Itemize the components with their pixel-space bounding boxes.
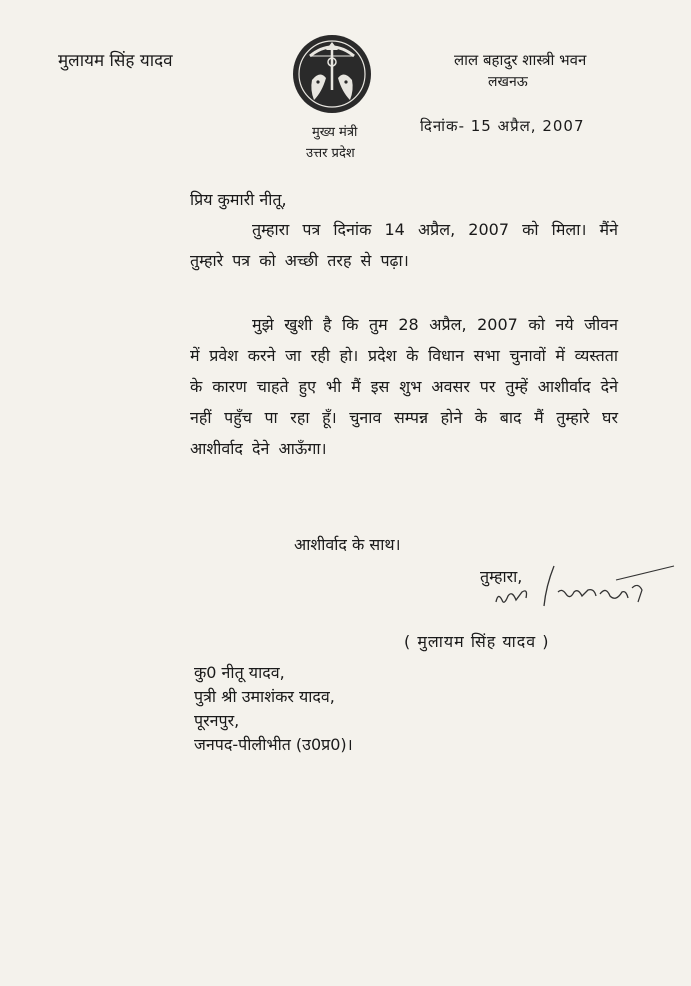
- address-line-3: पूरनपुर,: [194, 711, 240, 730]
- yours-line: तुम्हारा,: [480, 567, 523, 586]
- designation-line1: मुख्य मंत्री: [312, 125, 358, 140]
- recipient-address: [194, 661, 353, 757]
- address-line-1: कु0 नीतू यादव,: [194, 663, 285, 682]
- office-address-line2: लखनऊ: [488, 74, 528, 90]
- address-line-2: पुत्री श्री उमाशंकर यादव,: [194, 687, 335, 706]
- letter-date: दिनांक- 15 अप्रैल, 2007: [420, 117, 585, 135]
- handwritten-signature: [488, 562, 678, 620]
- office-address-line1: लाल बहादुर शास्त्री भवन: [454, 51, 587, 69]
- paragraph-1-text: तुम्हारा पत्र दिनांक 14 अप्रैल, 2007 को मिला। मैंने तुम्हारे पत्र को अच्छी तरह से पढ़ा।: [190, 220, 618, 270]
- paragraph-2-text: मुझे खुशी है कि तुम 28 अप्रैल, 2007 को नये जीवन में प्रवेश करने जा रही हो। प्रदेश के विधान सभा चुनावों में व्यस्तता के कारण चाहते हुए भी मैं इस शुभ अवसर पर तुम्हें आशीर्वाद देने नहीं पहुँच पा रहा हूँ। चुनाव सम्पन्न होने के बाद मैं तुम्हारे घर आशीर्वाद देने आऊँगा।: [190, 315, 618, 458]
- address-line-4: जनपद-पीलीभीत (उ0प्र0)।: [194, 735, 353, 754]
- closing-line: आशीर्वाद के साथ।: [294, 535, 401, 554]
- salutation: प्रिय कुमारी नीतू,: [190, 190, 287, 209]
- body-paragraph-1: [190, 214, 618, 276]
- sender-name: मुलायम सिंह यादव: [58, 51, 173, 71]
- up-state-emblem-icon: [292, 34, 372, 114]
- body-paragraph-2: [190, 309, 618, 464]
- designation-line2: उत्तर प्रदेश: [306, 146, 355, 161]
- signatory-name: ( मुलायम सिंह यादव ): [404, 632, 550, 651]
